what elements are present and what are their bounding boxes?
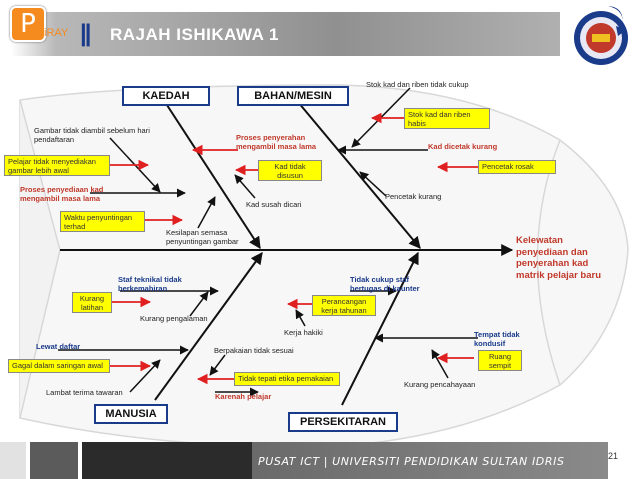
page-title: RAJAH ISHIKAWA 1 <box>110 25 279 44</box>
category-kaedah: KAEDAH <box>122 86 210 106</box>
box-text: Pelajar tidak menyediakan <box>8 157 96 166</box>
footer-block <box>30 442 78 479</box>
cause-karenah: Karenah pelajar <box>215 392 272 401</box>
cause-text: Tidak cukup staf <box>350 275 410 284</box>
root-cause-box <box>4 155 110 176</box>
cause-tempat <box>474 330 520 348</box>
cause-text: pendaftaran <box>34 135 75 144</box>
footer-block <box>82 442 252 479</box>
box-text: sempit <box>488 361 512 370</box>
cause-pencetak-kurang: Pencetak kurang <box>385 192 442 201</box>
cause-berpakaian: Berpakaian tidak sesuai <box>214 346 294 355</box>
box-text: latihan <box>80 303 104 312</box>
cause-kad-susah: Kad susah dicari <box>246 200 302 209</box>
root-cause-box: Gagal dalam saringan awal <box>8 359 110 373</box>
footer-block <box>0 442 26 479</box>
root-cause-box: Pencetak rosak <box>478 160 556 174</box>
cause-lambat: Lambat terima tawaran <box>46 388 123 397</box>
footer-text: PUSAT ICT | UNIVERSITI PENDIDIKAN SULTAN IDRIS <box>258 455 565 468</box>
root-cause-box: Tidak tepati etika pemakaian <box>234 372 340 386</box>
cause-text: berkemahiran <box>118 284 168 293</box>
effect-line: Kelewatan <box>516 235 563 246</box>
cause-text: Proses penyediaan kad <box>20 185 104 194</box>
cause-text: Tempat tidak <box>474 330 520 339</box>
cause-text: mengambil masa lama <box>236 142 317 151</box>
brand-label: iRAY <box>44 27 69 39</box>
cause-text: Proses penyerahan <box>236 133 306 142</box>
cause-text: Gambar tidak diambil sebelum hari <box>34 126 150 135</box>
cause-text: penyuntingan gambar <box>166 237 239 246</box>
cause-proses-penyediaan <box>20 185 103 203</box>
box-text: terhad <box>64 222 86 231</box>
cause-stok: Stok kad dan riben tidak cukup <box>366 80 469 89</box>
cause-proses-penyerahan <box>236 133 316 151</box>
cause-text: mengambil masa lama <box>20 194 101 203</box>
effect-line: penyediaan dan <box>516 246 588 258</box>
root-cause-box <box>404 108 490 129</box>
box-text: Waktu penyuntingan <box>64 213 133 222</box>
cause-kerja-hakiki: Kerja hakiki <box>284 328 323 337</box>
root-cause-box <box>60 211 145 232</box>
cause-kad-dicetak: Kad dicetak kurang <box>428 142 498 151</box>
cause-gambar <box>34 126 150 144</box>
category-manusia: MANUSIA <box>94 404 168 424</box>
root-cause-box <box>312 295 376 316</box>
box-text: Perancangan <box>321 297 367 306</box>
cause-kesilapan <box>166 228 239 246</box>
box-text: kerja tahunan <box>321 306 367 315</box>
box-text: gambar lebih awal <box>8 166 69 175</box>
category-bahan-mesin: BAHAN/MESIN <box>237 86 349 106</box>
cause-kurang-pencahayaan: Kurang pencahayaan <box>404 380 476 389</box>
title-separator: || <box>80 20 90 47</box>
cause-text: kondusif <box>474 339 506 348</box>
box-text: Kad tidak <box>274 162 306 171</box>
effect-line: matrik pelajar baru <box>516 269 602 281</box>
cause-lewat-daftar: Lewat daftar <box>36 342 81 351</box>
logo-p-icon: P <box>10 6 46 42</box>
box-text: habis <box>408 119 426 128</box>
cause-kurang-pengalaman: Kurang pengalaman <box>140 314 208 323</box>
box-text: Stok kad dan riben <box>408 110 471 119</box>
cause-staf-teknikal <box>118 275 182 293</box>
box-text: Kurang <box>79 294 105 303</box>
box-text: Ruang <box>488 352 512 361</box>
category-persekitaran: PERSEKITARAN <box>288 412 398 432</box>
cause-text: Staf teknikal tidak <box>118 275 182 284</box>
root-cause-box <box>258 160 322 181</box>
effect-line: penyerahan kad <box>516 258 589 269</box>
page-number: 21 <box>608 451 619 461</box>
root-cause-box <box>478 350 522 371</box>
cause-text: bertugas di kaunter <box>350 284 420 293</box>
box-text: disusun <box>277 171 303 180</box>
effect-statement <box>516 235 601 281</box>
cause-text: Kesilapan semasa <box>166 228 228 237</box>
cause-tidak-cukup-staf <box>350 275 420 293</box>
root-cause-box <box>72 292 112 313</box>
